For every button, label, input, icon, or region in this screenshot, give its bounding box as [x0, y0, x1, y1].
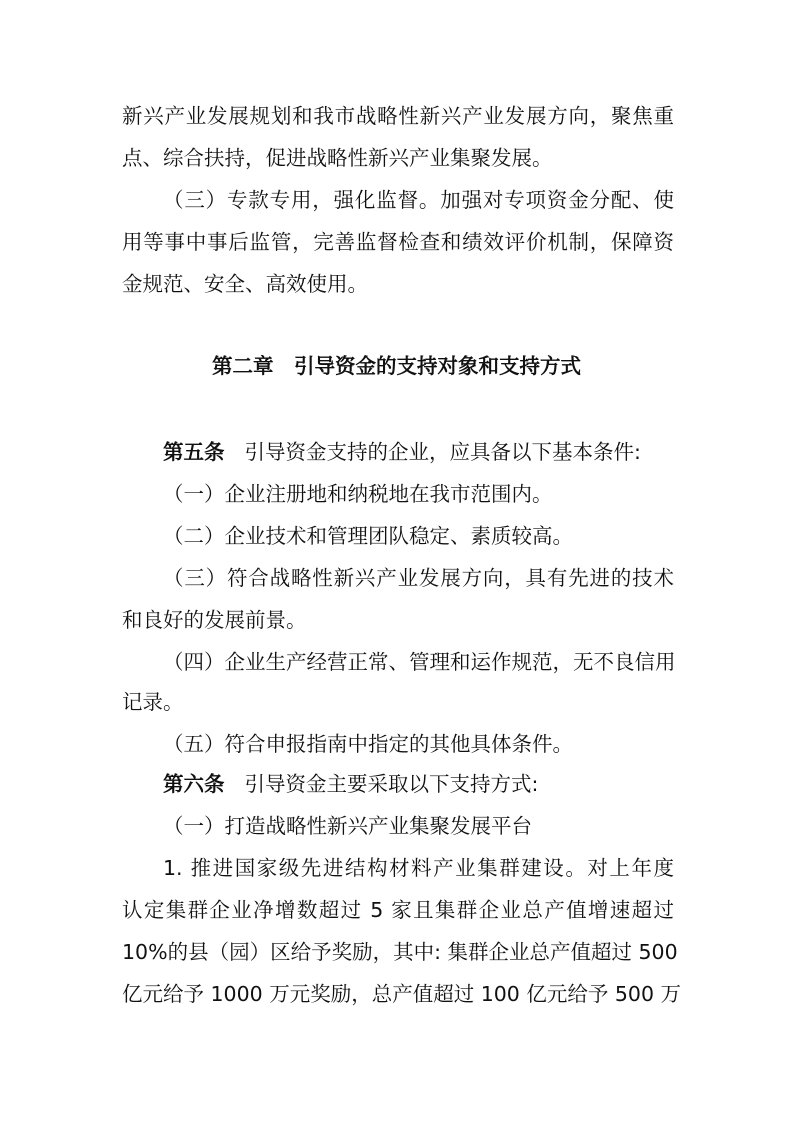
- body-line-2: 点、综合扶持，促进战略性新兴产业集聚发展。: [122, 146, 553, 170]
- article-5: [163, 438, 793, 466]
- article-5-item-3: （三）符合战略性新兴产业发展方向，具有先进的技术: [163, 566, 674, 590]
- article-6-text: 引导资金主要采取以下支持方式:: [244, 772, 539, 796]
- article-6-item-2-cont-3: 亿元给予 1000 万元奖励，总产值超过 100 亿元给予 500 万: [122, 982, 682, 1006]
- article-6-item-2: 1. 推进国家级先进结构材料产业集群建设。对上年度: [163, 856, 674, 880]
- chapter-heading: 第二章 引导资金的支持对象和支持方式: [212, 354, 581, 378]
- body-line-1: 新兴产业发展规划和我市战略性新兴产业发展方向，聚焦重: [122, 104, 674, 128]
- body-line-5: 金规范、安全、高效使用。: [122, 272, 368, 296]
- article-5-item-4: （四）企业生产经营正常、管理和运作规范，无不良信用: [163, 650, 676, 674]
- article-5-item-1: （一）企业注册地和纳税地在我市范围内。: [163, 482, 553, 506]
- body-line-4: 用等事中事后监管，完善监督检查和绩效评价机制，保障资: [122, 230, 674, 254]
- article-6-item-1: （一）打造战略性新兴产业集聚发展平台: [163, 814, 532, 838]
- article-5-item-2: （二）企业技术和管理团队稳定、素质较高。: [163, 524, 573, 548]
- body-line-3: （三）专款专用，强化监督。加强对专项资金分配、使: [163, 188, 674, 212]
- article-5-item-4-cont: 记录。: [122, 690, 184, 714]
- article-6-item-2-cont-1: 认定集群企业净增数超过 5 家且集群企业总产值增速超过: [122, 898, 674, 922]
- article-6: [163, 770, 793, 798]
- article-5-text: 引导资金支持的企业，应具备以下基本条件:: [244, 440, 641, 464]
- article-5-label: 第五条: [163, 440, 225, 464]
- article-5-item-3-cont: 和良好的发展前景。: [122, 608, 307, 632]
- article-5-item-5: （五）符合申报指南中指定的其他具体条件。: [163, 732, 573, 756]
- article-6-item-2-cont-2: 10%的县（园）区给予奖励，其中: 集群企业总产值超过 500: [122, 940, 678, 964]
- article-6-label: 第六条: [163, 772, 225, 796]
